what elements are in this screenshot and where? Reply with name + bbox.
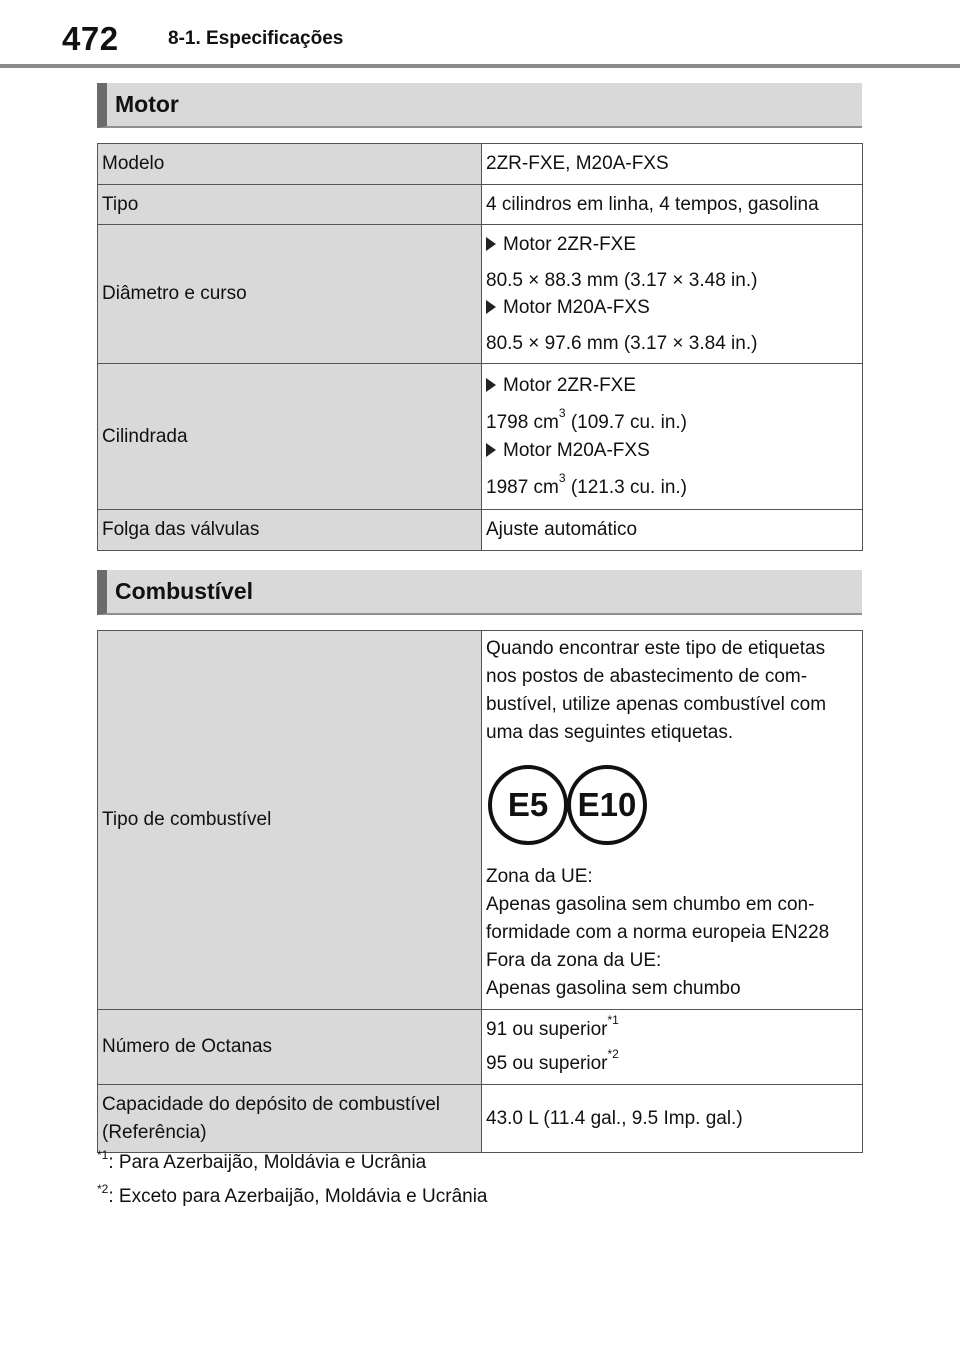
combustivel-section-title [97, 570, 862, 615]
e10-badge: E10 [567, 765, 647, 845]
list-item: Motor 2ZR-FXE [486, 231, 858, 259]
row-value: 2ZR-FXE, M20A-FXS [482, 144, 863, 185]
table-row [98, 225, 863, 364]
motor-spec-table [97, 143, 863, 551]
combustivel-title-text: Combustível [115, 578, 254, 604]
row-value [482, 225, 863, 364]
footnote-1: $^{*1}$: Para Azerbaijão, Moldávia e Ucrânia [97, 1148, 427, 1173]
combustivel-spec-table [97, 630, 863, 1153]
list-item: Motor M20A-FXS [486, 294, 858, 322]
row-key: Diâmetro e curso [98, 225, 482, 364]
table-row [98, 364, 863, 510]
list-item: Motor M20A-FXS [486, 437, 858, 465]
octane-line: 95 ou superior$^{*2}$ [486, 1047, 619, 1074]
value-text: 1798 $cm^3$ (109.7 cu. in.) [486, 406, 688, 434]
value-text: 1987 $cm^3$ (121.3 cu. in.) [486, 471, 688, 499]
header-divider [0, 64, 960, 68]
arrow-right-icon [486, 378, 496, 392]
footnote-2: $^{*2}$: Exceto para Azerbaijão, Moldávia e Ucrânia [97, 1182, 488, 1207]
fuel-intro-text: Quando encontrar este tipo de etiquetas nos postos de abastecimento de com-bustível, utilize apenas combustível com uma das seguintes etiquetas. [486, 638, 827, 743]
motor-section-title [97, 83, 862, 128]
section-label: 8-1. Especificações [168, 28, 344, 49]
row-value: 43.0 L (11.4 gal., 9.5 Imp. gal.) [482, 1085, 863, 1153]
row-key: Tipo de combustível [98, 631, 482, 1010]
eu-zone-text: Apenas gasolina sem chumbo em con-formidade com a norma europeia EN228 [486, 894, 830, 943]
row-value [482, 364, 863, 510]
table-row [98, 184, 863, 225]
table-row [98, 631, 863, 1010]
row-key: Modelo [98, 144, 482, 185]
non-eu-zone-label: Fora da zona da UE: [486, 950, 662, 971]
row-value: Ajuste automático [482, 510, 863, 551]
list-item: Motor 2ZR-FXE [486, 372, 858, 400]
arrow-right-icon [486, 443, 496, 457]
row-value [482, 1010, 863, 1085]
octane-line: 91 ou superior$^{*1}$ [486, 1013, 619, 1041]
arrow-right-icon [486, 237, 496, 251]
eu-zone-label: Zona da UE: [486, 866, 593, 887]
row-key: Capacidade do depósito de combustível (Referência) [98, 1085, 482, 1153]
table-row [98, 1010, 863, 1085]
non-eu-zone-text: Apenas gasolina sem chumbo [486, 978, 741, 999]
row-key: Tipo [98, 184, 482, 225]
row-value: 4 cilindros em linha, 4 tempos, gasolina [482, 184, 863, 225]
row-key: Folga das válvulas [98, 510, 482, 551]
row-key: Número de Octanas [98, 1010, 482, 1085]
table-row [98, 510, 863, 551]
table-row [98, 1085, 863, 1153]
row-value [482, 631, 863, 1010]
value-text: 80.5 × 88.3 mm (3.17 × 3.48 in.) [486, 269, 758, 291]
page-header [0, 0, 960, 68]
table-row [98, 144, 863, 185]
fuel-label-badges [488, 765, 858, 845]
motor-title-text: Motor [115, 91, 179, 117]
page-number: 472 [62, 20, 119, 57]
arrow-right-icon [486, 300, 496, 314]
e5-badge: E5 [488, 765, 568, 845]
row-key: Cilindrada [98, 364, 482, 510]
value-text: 80.5 × 97.6 mm (3.17 × 3.84 in.) [486, 332, 758, 354]
